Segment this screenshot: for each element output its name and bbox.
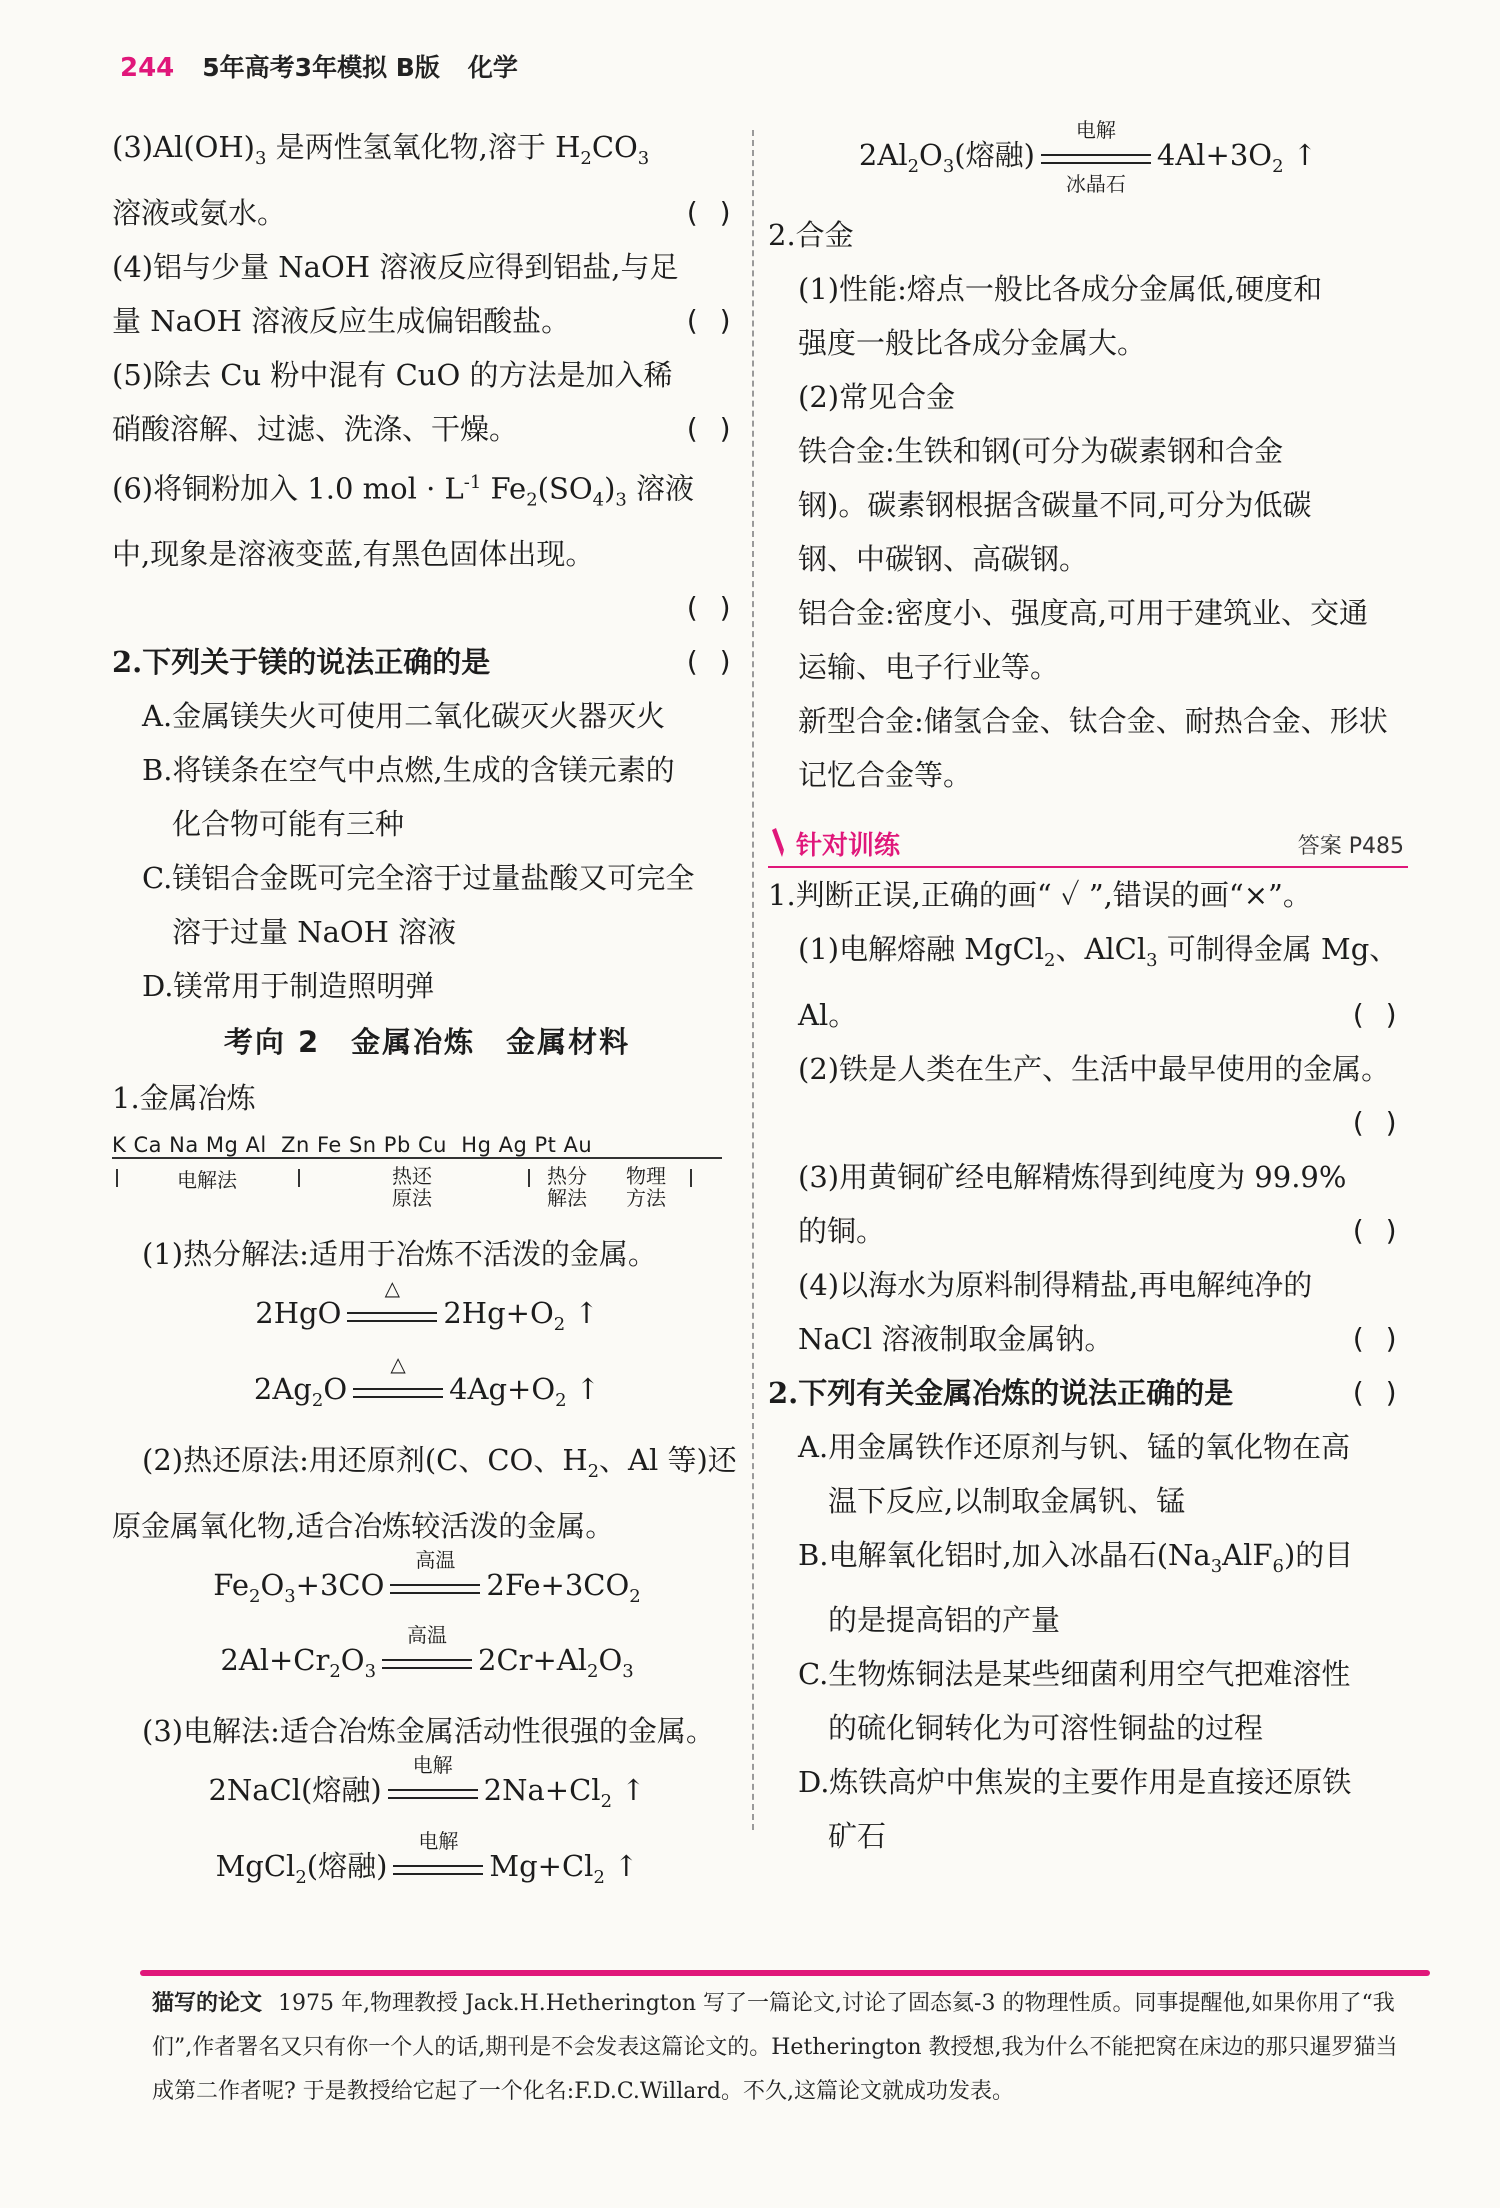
q1-item-5-cont: 硝酸溶解、过滤、洗涤、干燥。 ( )	[112, 402, 742, 456]
answer-blank[interactable]: ( )	[683, 645, 734, 679]
method-2-desc-cont: 原金属氧化物,适合冶炼较活泼的金属。	[112, 1508, 615, 1543]
alloy-title: 2.合金	[768, 217, 854, 252]
q2-option-a[interactable]: A.金属镁失火可使用二氧化碳灭火器灭火	[142, 699, 666, 734]
t2-option-c-cont: 的硫化铜转化为可溶性铜盐的过程	[828, 1711, 1264, 1746]
footer-title: 猫写的论文	[152, 1991, 263, 2016]
scale-tick	[298, 1169, 300, 1187]
method-2-desc: (2)热还原法:用还原剂(C、CO、$H_2$、Al 等)还	[142, 1442, 737, 1482]
new-alloy-cont: 记忆合金等。	[798, 757, 973, 792]
q2-option-c-cont: 溶于过量 NaOH 溶液	[172, 915, 457, 950]
equation-mgcl2: MgCl$_2$(熔融) 电解 $Mg+Cl_2$ ↑	[215, 1829, 639, 1888]
pencil-icon	[768, 828, 790, 858]
t2-option-d[interactable]: D.炼铁高炉中焦炭的主要作用是直接还原铁	[798, 1765, 1352, 1800]
footer-text: 1975 年,物理教授 Jack.H.Hetherington 写了一篇论文,讨论了固态氦-3 的物理性质。同事提醒他,如果你用了“我们”,作者署名又只有你一个人的话,期刊是不会发表这篇论文的。Hetherington 教授想,我为什么不能把窝在床边的那只暹罗猫当成第二作者呢? 于是教授给它起了一个化名:F.D.C.Willard。不久,这篇论文就成功发表。	[152, 1991, 1398, 2104]
equation-ag2o: $2Ag_2O$ △ $4Ag+O_2$ ↑	[253, 1352, 601, 1411]
alloy-property-cont: 强度一般比各成分金属大。	[798, 325, 1147, 360]
t2-option-c[interactable]: C.生物炼铜法是某些细菌利用空气把难溶性	[798, 1657, 1351, 1692]
t1-stem: 1.判断正误,正确的画“ ✓ ”,错误的画“×”。	[768, 877, 1312, 912]
aluminum-alloy-cont: 运输、电子行业等。	[798, 649, 1060, 684]
column-divider	[752, 130, 754, 1830]
t2-option-a[interactable]: A.用金属铁作还原剂与钒、锰的氧化物在高	[798, 1429, 1351, 1464]
reaction-arrow: 电解	[393, 1851, 483, 1885]
metal-smelting-title: 1.金属冶炼	[112, 1081, 256, 1116]
answer-blank[interactable]: ( )	[1349, 1105, 1400, 1139]
t1-item-1: (1)电解熔融 MgCl$_2$、AlCl$_3$ 可制得金属 Mg、	[798, 931, 1399, 971]
scale-tick	[116, 1169, 118, 1187]
book-title: 5年高考3年模拟 B版	[202, 53, 440, 82]
q2-stem: 2.下列关于镁的说法正确的是 ( )	[112, 635, 742, 689]
answer-blank[interactable]: ( )	[1349, 1321, 1400, 1355]
q1-item-6: (6)将铜粉加入 1.0 mol · $L^{-1}$ $Fe_2(SO_4)_3$ 溶液	[112, 471, 695, 511]
reaction-arrow: 电解 冰晶石	[1041, 140, 1151, 174]
t1-item-2-blank-line	[768, 1096, 1408, 1150]
page-number: 244	[120, 53, 175, 83]
q1-item-6-blank-line	[112, 581, 742, 635]
method-thermal-decomposition: 热分 解法	[547, 1164, 587, 1211]
q1-item-4: (4)铝与少量 NaOH 溶液反应得到铝盐,与足	[112, 249, 679, 284]
answer-blank[interactable]: ( )	[683, 411, 734, 445]
q1-item-3-cont: 溶液或氨水。 ( )	[112, 186, 742, 240]
answer-blank[interactable]: ( )	[1349, 997, 1400, 1031]
equation-cr2o3: $2Al+Cr_2O_3$ 高温 $2Cr+Al_2O_3$	[220, 1623, 634, 1683]
answer-blank[interactable]: ( )	[1349, 1213, 1400, 1247]
q1-item-4-cont: 量 NaOH 溶液反应生成偏铝酸盐。 ( )	[112, 294, 742, 348]
right-column	[768, 120, 1408, 1863]
aluminum-alloy: 铝合金:密度小、强度高,可用于建筑业、交通	[798, 595, 1368, 630]
training-tag: 针对训练	[768, 825, 900, 862]
t1-item-4: (4)以海水为原料制得精盐,再电解纯净的	[798, 1267, 1313, 1302]
t2-option-b-cont: 的是提高铝的产量	[828, 1603, 1061, 1638]
left-column	[112, 120, 742, 1910]
answer-page-ref[interactable]: 答案 P485	[1297, 833, 1404, 859]
common-alloys-title: (2)常见合金	[798, 379, 956, 414]
t1-item-3-cont: 的铜。 ( )	[768, 1204, 1408, 1258]
iron-alloy: 铁合金:生铁和钢(可分为碳素钢和合金	[798, 433, 1284, 468]
method-thermal-reduction: 热还 原法	[392, 1164, 432, 1211]
t1-item-3: (3)用黄铜矿经电解精炼得到纯度为 99.9%	[798, 1159, 1347, 1194]
reaction-arrow: 电解	[388, 1775, 478, 1809]
t1-item-4-cont: NaCl 溶液制取金属钠。 ( )	[768, 1312, 1408, 1366]
footer-rule	[140, 1970, 1430, 1976]
reaction-arrow: △	[353, 1374, 443, 1408]
equation-fe2o3: $Fe_2O_3+3CO$ 高温 $2Fe+3CO_2$	[213, 1547, 641, 1607]
q2-option-d[interactable]: D.镁常用于制造照明弹	[142, 969, 435, 1004]
q2-option-c[interactable]: C.镁铝合金既可完全溶于过量盐酸又可完全	[142, 861, 695, 896]
smelting-method-scale	[112, 1157, 742, 1227]
q1-item-3: $(3)Al(OH)_3$ 是两性氢氧化物,溶于 $H_2CO_3$	[112, 130, 650, 169]
scale-tick	[690, 1169, 692, 1187]
scale-axis	[112, 1157, 722, 1159]
q1-item-5: (5)除去 Cu 粉中混有 CuO 的方法是加入稀	[112, 357, 673, 392]
iron-alloy-cont2: 钢、中碳钢、高碳钢。	[798, 541, 1089, 576]
equation-nacl: 2NaCl(熔融) 电解 $2Na+Cl_2$ ↑	[208, 1753, 646, 1813]
method-physical: 物理 方法	[626, 1164, 666, 1211]
t2-option-d-cont: 矿石	[828, 1819, 887, 1854]
t1-item-2: (2)铁是人类在生产、生活中最早使用的金属。	[798, 1051, 1391, 1086]
answer-blank[interactable]: ( )	[683, 591, 734, 625]
q2-option-b[interactable]: B.将镁条在空气中点燃,生成的含镁元素的	[142, 753, 675, 788]
q1-item-6-cont: 中,现象是溶液变蓝,有黑色固体出现。	[112, 537, 595, 572]
method-electrolysis: 电解法	[177, 1168, 237, 1193]
method-3-desc: (3)电解法:适合冶炼金属活动性很强的金属。	[142, 1714, 715, 1749]
equation-al2o3: $2Al_2O_3$(熔融) 电解 冰晶石 $4Al+3O_2$ ↑	[858, 118, 1318, 196]
t1-item-1-cont: Al。 ( )	[768, 988, 1408, 1042]
page-header	[120, 48, 518, 88]
metal-activity-series: K Ca Na Mg Al Zn Fe Sn Pb Cu Hg Ag Pt Au	[112, 1133, 593, 1158]
q2-option-b-cont: 化合物可能有三种	[172, 807, 405, 842]
t2-option-b[interactable]: B.电解氧化铝时,加入冰晶石$(Na_3AlF_6)$的目	[798, 1537, 1354, 1577]
t2-stem: 2.下列有关金属冶炼的说法正确的是 ( )	[768, 1366, 1408, 1420]
iron-alloy-cont: 钢)。碳素钢根据含碳量不同,可分为低碳	[798, 487, 1312, 522]
answer-blank[interactable]: ( )	[683, 303, 734, 337]
answer-blank[interactable]: ( )	[1349, 1375, 1400, 1409]
equation-hgo: 2HgO △ $2Hg+O_2$ ↑	[255, 1276, 599, 1336]
reaction-arrow: 高温	[382, 1645, 472, 1679]
footer-note	[152, 1982, 1412, 2114]
section-heading: 考向 2 金属冶炼 金属材料	[223, 1025, 631, 1060]
reaction-arrow: 高温	[390, 1570, 480, 1604]
training-section-header	[768, 820, 1408, 868]
answer-blank[interactable]: ( )	[683, 195, 734, 229]
subject-label: 化学	[467, 53, 518, 82]
new-alloy: 新型合金:储氢合金、钛合金、耐热合金、形状	[798, 703, 1388, 738]
t2-option-a-cont: 温下反应,以制取金属钒、锰	[828, 1483, 1186, 1518]
method-1-desc: (1)热分解法:适用于冶炼不活泼的金属。	[142, 1237, 657, 1272]
scale-tick	[528, 1169, 530, 1187]
reaction-arrow: △	[347, 1298, 437, 1332]
alloy-property: (1)性能:熔点一般比各成分金属低,硬度和	[798, 271, 1323, 306]
